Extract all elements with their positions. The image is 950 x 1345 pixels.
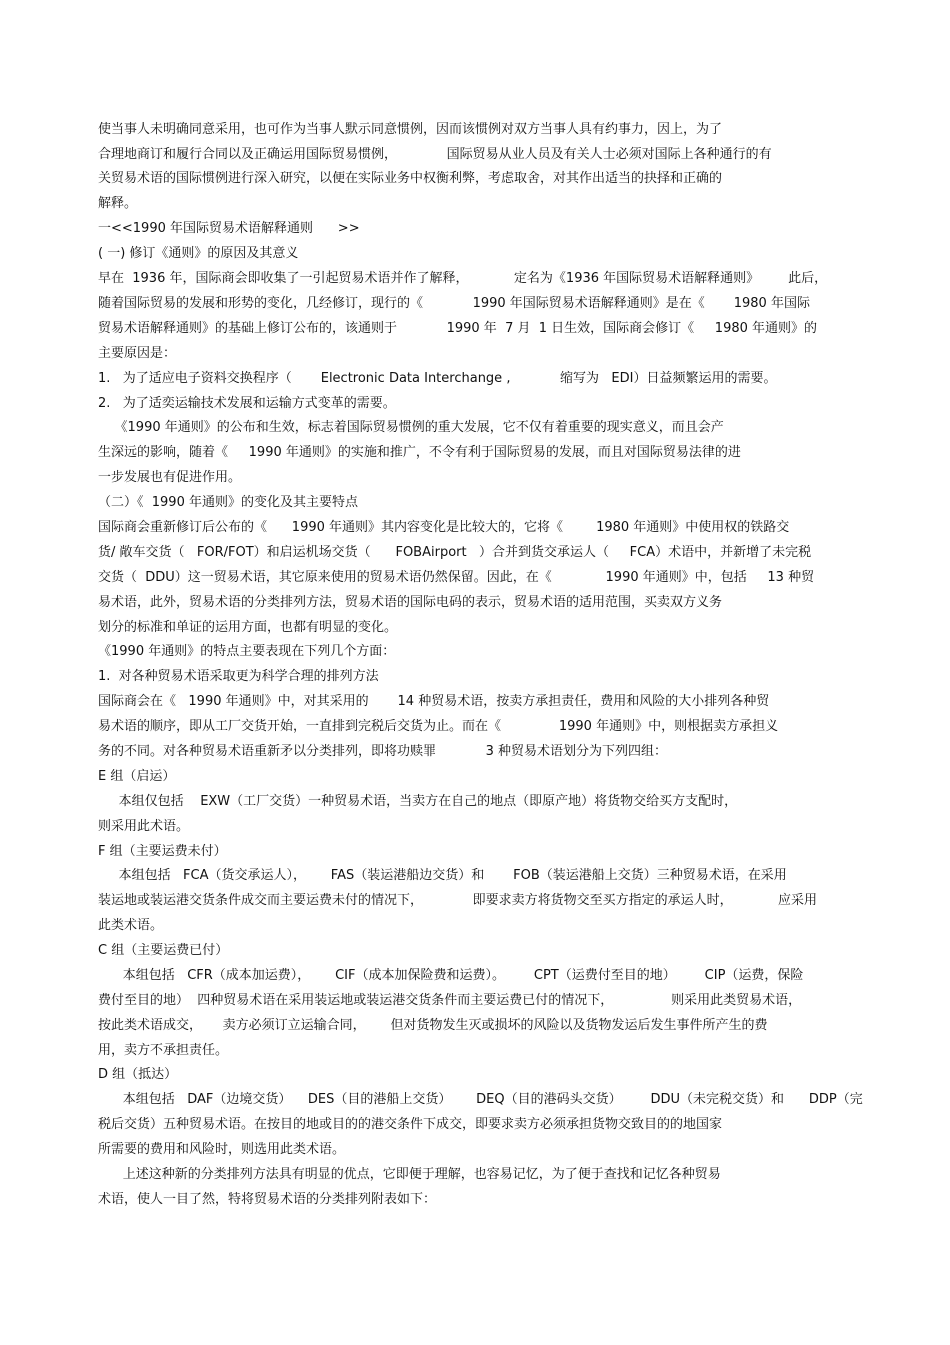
text-line: 国际商会重新修订后公布的《 1990 年通则》其内容变化是比较大的，它将《 1980 年通则》中使用权的铁路交 bbox=[98, 520, 790, 535]
text-line: 则采用此术语。 bbox=[98, 819, 190, 834]
text-line: 货/ 敞车交货（ FOR/FOT）和启运机场交货（ FOBAirport ）合并到货交承运人（ FCA）术语中，并新增了未完税 bbox=[98, 545, 812, 560]
text-line: 用，卖方不承担责任。 bbox=[98, 1043, 229, 1058]
text-line: 务的不同。对各种贸易术语重新矛以分类排列，即将功赎罪 3 种贸易术语划分为下列四组： bbox=[98, 744, 667, 759]
section-heading: 一<<1990 年国际贸易术语解释通则 >> bbox=[98, 221, 360, 236]
text-line: 易术语，此外，贸易术语的分类排列方法，贸易术语的国际电码的表示，贸易术语的适用范围，买卖双方义务 bbox=[98, 595, 723, 610]
subsection-heading: （二）《 1990 年通则》的变化及其主要特点 bbox=[98, 495, 358, 510]
text-line: 主要原因是： bbox=[98, 346, 177, 361]
text-line: 此类术语。 bbox=[98, 918, 164, 933]
list-item: 1. 为了适应电子资料交换程序（ Electronic Data Interchange , 缩写为 EDI）日益频繁运用的需要。 bbox=[98, 371, 777, 386]
group-heading-f: F 组（主要运费未付） bbox=[98, 844, 227, 859]
text-line: 交货（ DDU）这一贸易术语，其它原来使用的贸易术语仍然保留。因此，在《 1990 年通则》中，包括 13 种贸 bbox=[98, 570, 815, 585]
group-heading-e: E 组（启运） bbox=[98, 769, 176, 784]
text-line: 《1990 年通则》的公布和生效，标志着国际贸易惯例的重大发展，它不仅有着重要的现实意义，而且会产 bbox=[98, 420, 724, 435]
text-line: 关贸易术语的国际惯例进行深入研究，以便在实际业务中权衡利弊，考虑取舍，对其作出适当的抉择和正确的 bbox=[98, 171, 723, 186]
text-line: 税后交货）五种贸易术语。在按目的地或目的的港交条件下成交，即要求卖方必须承担货物交致目的的地国家 bbox=[98, 1117, 723, 1132]
group-heading-c: C 组（主要运费已付） bbox=[98, 943, 229, 958]
text-line: 按此类术语成交， 卖方必须订立运输合同， 但对货物发生灭或损坏的风险以及货物发运后发生事件所产生的费 bbox=[98, 1018, 768, 1033]
subsection-heading: ( 一) 修订《通则》的原因及其意义 bbox=[98, 246, 299, 261]
text-line: 易术语的顺序，即从工厂交货开始，一直排到完税后交货为止。而在《 1990 年通则》中，则根据卖方承担义 bbox=[98, 719, 779, 734]
text-line: 早在 1936 年，国际商会即收集了一引起贸易术语并作了解释， 定名为《1936 年国际贸易术语解释通则》 此后， bbox=[98, 271, 828, 286]
text-line: 术语，使人一目了然，特将贸易术语的分类排列附表如下： bbox=[98, 1192, 437, 1207]
text-line: 一步发展也有促进作用。 bbox=[98, 470, 242, 485]
text-line: 国际商会在《 1990 年通则》中，对其采用的 14 种贸易术语，按卖方承担责任，费用和风险的大小排列各种贸 bbox=[98, 694, 770, 709]
text-line: 解释。 bbox=[98, 196, 138, 211]
text-line: 使当事人未明确同意采用，也可作为当事人默示同意惯例，因而该惯例对双方当事人具有约事力，因上，为了 bbox=[98, 122, 723, 137]
text-line: 随着国际贸易的发展和形势的变化，几经修订，现行的《 1990 年国际贸易术语解释通则》是在《 1980 年国际 bbox=[98, 296, 810, 311]
list-item: 1. 对各种贸易术语采取更为科学合理的排列方法 bbox=[98, 669, 379, 684]
text-line: 本组包括 DAF（边境交货） DES（目的港船上交货） DEQ（目的港码头交货） DDU（未完税交货）和 DDP（完 bbox=[98, 1092, 863, 1107]
text-line: 装运地或装运港交货条件成交而主要运费未付的情况下， 即要求卖方将货物交至买方指定的承运人时， 应采用 bbox=[98, 893, 818, 908]
text-line: 划分的标准和单证的运用方面，也都有明显的变化。 bbox=[98, 620, 398, 635]
text-line: 合理地商订和履行合同以及正确运用国际贸易惯例， 国际贸易从业人员及有关人士必须对国际上各种通行的有 bbox=[98, 147, 772, 162]
text-line: 本组仅包括 EXW（工厂交货）一种贸易术语，当卖方在自己的地点（即原产地）将货物交给买方支配时， bbox=[98, 794, 738, 809]
text-line: 所需要的费用和风险时，则选用此类术语。 bbox=[98, 1142, 346, 1157]
text-line: 贸易术语解释通则》的基础上修订公布的，该通则于 1990 年 7 月 1 日生效，国际商会修订《 1980 年通则》的 bbox=[98, 321, 818, 336]
text-line: 上述这种新的分类排列方法具有明显的优点，它即便于理解，也容易记忆，为了便于查找和记忆各种贸易 bbox=[98, 1167, 721, 1182]
text-line: 费付至目的地） 四种贸易术语在采用装运地或装运港交货条件而主要运费已付的情况下， 则采用此类贸易术语， bbox=[98, 993, 802, 1008]
group-heading-d: D 组（抵达） bbox=[98, 1067, 178, 1082]
text-line: 本组包括 CFR（成本加运费）， CIF（成本加保险费和运费）。 CPT（运费付至目的地） CIP（运费，保险 bbox=[98, 968, 804, 983]
text-line: 《1990 年通则》的特点主要表现在下列几个方面： bbox=[98, 644, 396, 659]
text-line: 生深远的影响，随着《 1990 年通则》的实施和推广，不令有利于国际贸易的发展，而且对国际贸易法律的进 bbox=[98, 445, 741, 460]
list-item: 2. 为了适奕运输技术发展和运输方式变革的需要。 bbox=[98, 396, 396, 411]
text-line: 本组包括 FCA（货交承运人）， FAS（装运港船边交货）和 FOB（装运港船上交货）三种贸易术语，在采用 bbox=[98, 868, 787, 883]
